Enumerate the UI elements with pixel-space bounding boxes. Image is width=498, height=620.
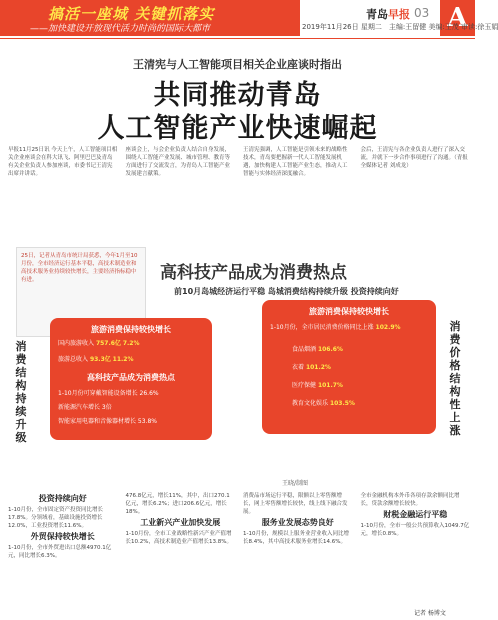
left-vertical-title: 消费结构持续升级 xyxy=(15,340,27,444)
section-text: 1-10月份，全市一般公共预算收入1049.7亿元，增长0.8%。 xyxy=(360,523,470,537)
section-head: 外贸保持较快增长 xyxy=(30,532,95,541)
cpi-item xyxy=(292,380,343,389)
cpi-value: 102.9% xyxy=(375,324,401,331)
header-rule xyxy=(0,38,475,39)
cpi-item-value: 101.2% xyxy=(305,364,331,371)
article-column: 会后，王清宪与各企业负责人进行了深入交流，并就下一步合作事项进行了沟通。（青报全媒体记者 刘成龙） xyxy=(360,147,468,169)
left-panel-heading: 旅游消费保持较快增长 xyxy=(91,325,171,334)
section-text: 1-10月份，全市固定资产投资同比增长17.8%。分领域看，基础设施投资增长12.0%，工业投资增长11.6%。 xyxy=(8,507,103,529)
cpi-intro: 1-10月份，全市居民消费价格同比上涨 xyxy=(270,324,374,331)
left-panel-item: 1-10月份可穿戴智能设备增长 26.6% xyxy=(58,390,159,397)
banner-subtitle: ——加快建设开放现代活力时尚的国际大都市 xyxy=(30,24,211,34)
cpi-item-label: 医疗保健 xyxy=(292,382,317,389)
section-text: 1-10月份，全市外贸进出口总额4970.1亿元，同比增长6.3%。 xyxy=(8,545,112,559)
left-panel-item: 智能家用电器和音像器材增长 53.8% xyxy=(58,418,157,425)
line2-value: 93.3亿 xyxy=(89,356,111,363)
headline-line2: 人工智能产业快速崛起 xyxy=(97,113,378,144)
masthead-logo xyxy=(366,6,410,22)
section-head: 财税金融运行平稳 xyxy=(383,510,448,519)
right-vertical-title: 消费价格结构性上涨 xyxy=(449,320,461,437)
graphic-title: 高科技产品成为消费热点 xyxy=(160,263,347,283)
summary-box: 25日，记者从青岛市统计局获悉，今年1月至10月份，全市经济运行基本平稳，高技术制造业和高技术服务业持续较快增长，主要经济指标稳中有进。 xyxy=(16,247,146,337)
line1-label: 国内旅游收入 xyxy=(58,340,95,347)
masthead-name-a: 青岛 xyxy=(366,8,388,21)
line1-growth: 7.2% xyxy=(122,340,140,347)
cpi-item-value: 103.5% xyxy=(329,400,355,407)
graphic-subtitle: 前10月岛城经济运行平稳 岛城消费结构持续升级 投资持续向好 xyxy=(174,287,399,296)
issue-date: 2019年11月26日 星期二 xyxy=(302,23,382,31)
masthead-name-b: 早报 xyxy=(388,8,410,21)
line2-growth: 11.2% xyxy=(112,356,134,363)
left-infographic-panel xyxy=(50,318,212,440)
article-column: 座谈会上，与会企业负责人结合自身发展，围绕人工智能产业发展、城市管理、教育等方面进行了交流发言，为青岛人工智能产业发展建言献策。 xyxy=(125,147,231,177)
left-panel-line1 xyxy=(58,338,139,347)
section-text: 全市金融机构本外币各项存款余额同比增长，贷款余额增长较快。 xyxy=(360,493,460,507)
line1-value: 757.6亿 xyxy=(95,340,121,347)
cpi-item-label: 食品烟酒 xyxy=(292,346,317,353)
graphic-credit: 王晓/制图 xyxy=(282,480,309,487)
article-body xyxy=(8,146,470,236)
section-text: 1-10月份，全市工业战略性新兴产业产值增长10.2%，高技术制造业产值增长13.8%。 xyxy=(125,531,232,545)
lower-columns xyxy=(8,492,470,610)
line2-label: 旅游总收入 xyxy=(58,356,89,363)
cpi-item xyxy=(292,362,331,371)
page-number: 03 xyxy=(414,6,430,20)
section-head: 投资持续向好 xyxy=(38,494,87,503)
lower-column-2 xyxy=(126,492,236,610)
cpi-item-label: 教育文化娱乐 xyxy=(292,400,329,407)
lower-column-1 xyxy=(8,492,118,610)
cpi-item xyxy=(292,344,343,353)
byline: 记者 杨博文 xyxy=(414,610,446,617)
lower-column-4 xyxy=(361,492,471,610)
section-head: 服务业发展态势良好 xyxy=(261,518,334,527)
cpi-item-value: 106.6% xyxy=(317,346,343,353)
right-panel-intro xyxy=(270,322,401,331)
left-panel-heading2: 高科技产品成为消费热点 xyxy=(87,373,175,382)
section-head: 工业新兴产业加快发展 xyxy=(140,518,221,527)
cpi-item-label: 衣着 xyxy=(292,364,305,371)
right-panel-heading: 旅游消费保持较快增长 xyxy=(309,307,389,316)
editors: 主编:王留健 美编:王茂 审读:徐玉娟 xyxy=(388,23,498,31)
top-banner xyxy=(0,0,300,36)
section-text: 消费品市场运行平稳，限额以上零售额增长，网上零售额增长较快，线上线下融合发展。 xyxy=(243,493,348,515)
section-text: 1-10月份，规模以上服务业营业收入同比增长8.4%，其中高技术服务业增长14.6%。 xyxy=(243,531,349,545)
article-kicker: 王清宪与人工智能项目相关企业座谈时指出 xyxy=(133,58,342,71)
left-panel-item: 新能源汽车增长 3倍 xyxy=(58,404,112,411)
section-text: 476.8亿元，增长11%，其中，出口270.1亿元，增长6.2%；进口206.6亿元，增长18%。 xyxy=(125,493,230,515)
banner-slogan: 搞活一座城 关键抓落实 xyxy=(48,5,215,23)
issue-info xyxy=(302,22,498,32)
cpi-item-value: 101.7% xyxy=(317,382,343,389)
page-letter: A xyxy=(440,0,475,36)
cpi-item xyxy=(292,398,355,407)
article-column: 早报11月25日讯 今天上午，人工智能项目相关企业座谈会在科大讯飞、阿里巴巴及青岛有关企业负责人参加座谈，市委书记王清宪出席并讲话。 xyxy=(8,147,118,177)
right-infographic-panel xyxy=(262,300,436,434)
headline-line1: 共同推动青岛 xyxy=(153,80,322,111)
lower-column-3 xyxy=(243,492,353,610)
article-column: 王清宪强调，人工智能是引领未来的战略性技术，青岛要把握新一代人工智能发展机遇，加快构建人工智能产业生态，推动人工智能与实体经济深度融合。 xyxy=(243,147,348,177)
left-panel-line2 xyxy=(58,354,134,363)
